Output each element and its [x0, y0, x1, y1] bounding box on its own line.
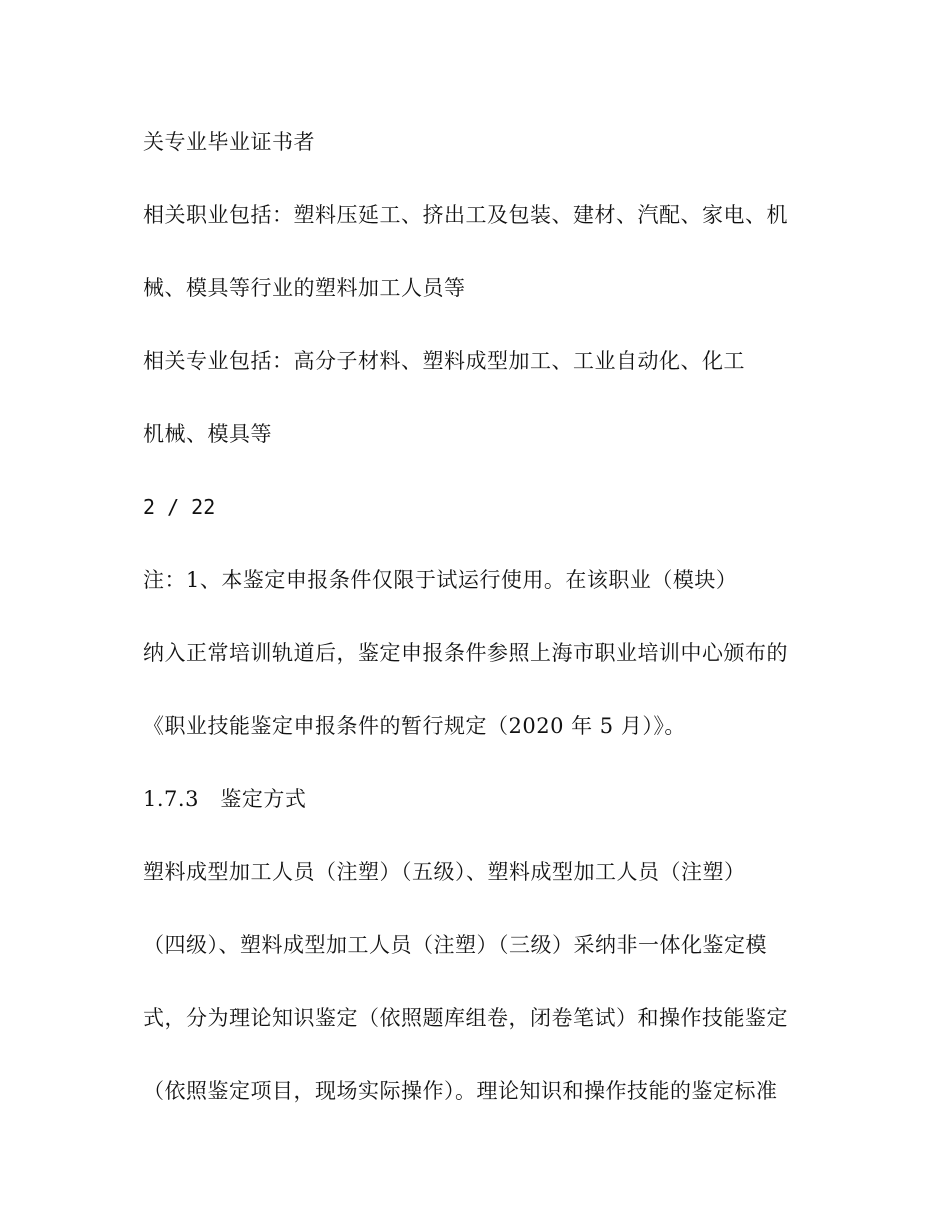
text-line: （四级）、塑料成型加工人员（注塑）（三级）采纳非一体化鉴定模	[143, 933, 767, 957]
text-line: 关专业毕业证书者	[143, 130, 315, 154]
text-line: 《职业技能鉴定申报条件的暂行规定（2020 年 5 月）》。	[143, 714, 686, 738]
text-line: （依照鉴定项目，现场实际操作）。理论知识和操作技能的鉴定标准	[143, 1079, 778, 1103]
text-line: 相关职业包括：塑料压延工、挤出工及包装、建材、汽配、家电、机	[143, 203, 788, 227]
text-line: 式，分为理论知识鉴定（依照题库组卷，闭卷笔试）和操作技能鉴定	[143, 1006, 788, 1030]
text-line: 塑料成型加工人员（注塑）（五级）、塑料成型加工人员（注塑）	[143, 860, 746, 884]
text-line: 械、模具等行业的塑料加工人员等	[143, 276, 466, 300]
text-line: 机械、模具等	[143, 422, 272, 446]
text-line: 注：1、本鉴定申报条件仅限于试运行使用。在该职业（模块）	[143, 568, 738, 592]
page-number: 2 / 22	[143, 495, 216, 519]
section-heading: 1.7.3 鉴定方式	[143, 787, 307, 811]
text-line: 相关专业包括：高分子材料、塑料成型加工、工业自动化、化工	[143, 349, 745, 373]
text-line: 纳入正常培训轨道后，鉴定申报条件参照上海市职业培训中心颁布的	[143, 641, 788, 665]
